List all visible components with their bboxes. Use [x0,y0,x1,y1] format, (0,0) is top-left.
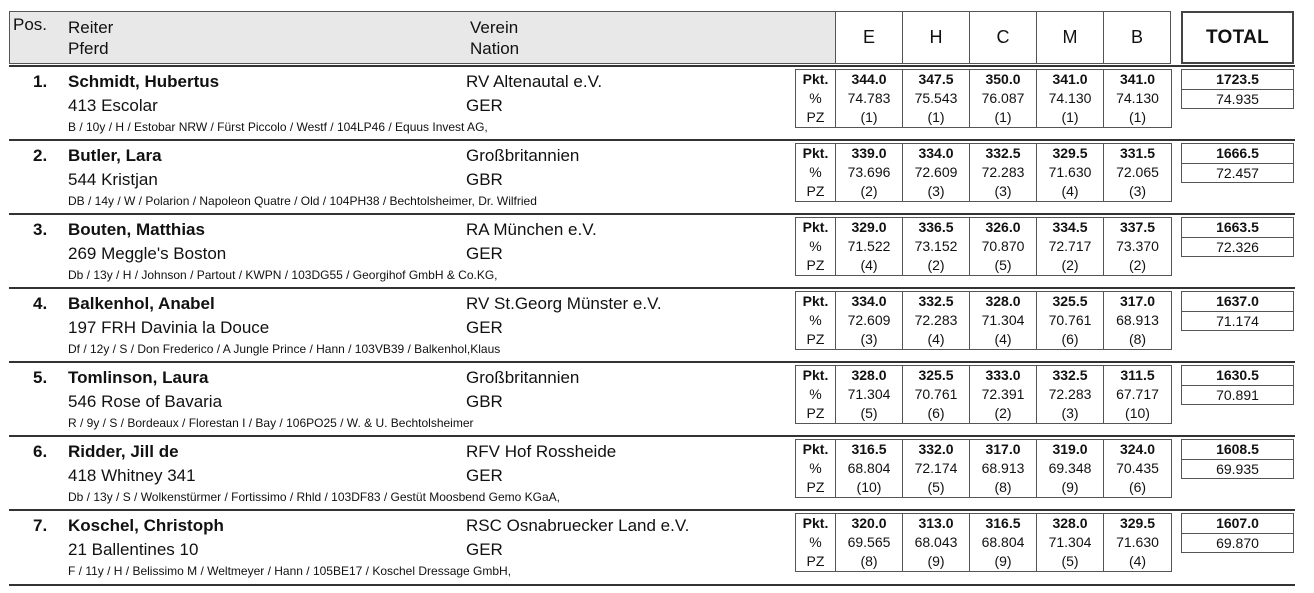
judge-percent: 71.304 [981,312,1025,328]
rider-name: Butler, Lara [68,146,162,165]
judge-percent: 68.913 [981,460,1025,476]
placing-label: PZ [806,109,825,125]
judge-score-column [903,70,970,127]
judge-score-column [836,70,903,127]
judge-percent: 71.304 [1048,534,1092,550]
row-divider [9,213,1295,215]
position: 7. [33,516,48,535]
position: 5. [33,368,48,387]
judge-score-column [1104,292,1171,349]
judge-scores [795,217,1172,276]
judge-points: 325.5 [918,367,954,383]
judge-points: 339.0 [851,145,887,161]
total-score [1181,291,1294,331]
judge-placing: (5) [860,405,878,421]
judge-score-column [836,366,903,423]
club-name: RA München e.V. [466,220,597,239]
club-name: RV Altenautal e.V. [466,72,603,91]
row-divider [9,361,1295,363]
judge-points: 332.0 [918,441,954,457]
points-label: Pkt. [802,293,829,309]
total-percent: 69.935 [1216,461,1259,477]
judge-score-column [1104,440,1171,497]
judge-score-column [1037,366,1104,423]
judge-score-column [1037,514,1104,571]
bottom-divider [9,584,1295,586]
rider-header: Reiter [68,18,114,37]
total-percent: 70.891 [1216,387,1259,403]
judge-scores [795,291,1172,350]
judge-placing: (2) [860,183,878,199]
judge-score-column [836,144,903,201]
club-header: Verein [470,18,519,37]
rider-name: Balkenhol, Anabel [68,294,215,313]
judge-percent: 72.283 [914,312,958,328]
judge-placing: (5) [927,479,945,495]
points-label: Pkt. [802,367,829,383]
judge-score-column [1037,440,1104,497]
points-label: Pkt. [802,219,829,235]
pos-header: Pos. [13,15,48,34]
judge-percent: 68.913 [1116,312,1159,328]
score-row-labels [796,440,836,497]
judge-percent: 70.761 [1048,312,1092,328]
position: 4. [33,294,48,313]
percent-label: % [809,238,822,254]
rider-name: Ridder, Jill de [68,442,179,461]
judge-score-column [903,366,970,423]
points-label: Pkt. [802,71,829,87]
total-header: TOTAL [1181,11,1294,64]
judge-placing: (8) [1128,331,1147,347]
judge-percent: 72.283 [1048,386,1092,402]
percent-label: % [809,460,822,476]
judge-score-column [1104,144,1171,201]
judge-points: 328.0 [1052,515,1088,531]
total-percent: 74.935 [1216,91,1259,107]
rider-name: Bouten, Matthias [68,220,205,239]
judge-header-m: M [1037,11,1104,64]
results-header [9,11,1295,64]
judge-placing: (5) [994,257,1012,273]
judge-points: 347.5 [918,71,954,87]
judge-placing: (6) [1061,331,1079,347]
total-percent: 72.457 [1216,165,1259,181]
total-points: 1666.5 [1216,145,1259,161]
judge-placing: (9) [927,553,945,569]
judge-percent: 69.348 [1048,460,1092,476]
judge-points: 341.0 [1119,71,1156,87]
judge-placing: (9) [1061,479,1079,495]
judge-points: 329.0 [851,219,887,235]
judge-score-column [1037,70,1104,127]
score-row-labels [796,366,836,423]
judge-points: 328.0 [851,367,887,383]
judge-header-e: E [836,11,903,64]
placing-label: PZ [806,405,825,421]
result-row [9,361,1295,435]
judge-placing: (5) [1061,553,1079,569]
judge-header-h: H [903,11,970,64]
horse-name: 269 Meggle's Boston [68,244,227,263]
total-score [1181,217,1294,257]
horse-details: R / 9y / S / Bordeaux / Florestan I / Bay / 106PO25 / W. & U. Bechtolsheimer [68,416,474,430]
judge-points: 332.5 [1052,367,1088,383]
judge-header-c: C [970,11,1037,64]
judge-points: 337.5 [1119,219,1156,235]
horse-details: Db / 13y / S / Wolkenstürmer / Fortissimo / Rhld / 103DF83 / Gestüt Moosbend Gemo KGaA, [68,490,560,504]
judge-points: 334.0 [851,293,887,309]
club-name: Großbritannien [466,368,580,387]
judge-score-column [1104,70,1171,127]
judge-placing: (1) [994,109,1012,125]
judge-placing: (3) [927,183,945,199]
judge-points: 329.5 [1052,145,1088,161]
judge-placing: (1) [1128,109,1147,125]
judge-placing: (9) [994,553,1012,569]
result-row [9,139,1295,213]
judge-scores [795,513,1172,572]
judge-points: 336.5 [918,219,954,235]
judge-score-column [970,292,1037,349]
judge-points: 317.0 [1119,293,1156,309]
nation-code: GBR [466,392,503,411]
horse-name: 21 Ballentines 10 [68,540,199,559]
result-row [9,435,1295,509]
judge-percent: 72.717 [1048,238,1092,254]
judge-points: 317.0 [985,441,1021,457]
total-points: 1723.5 [1216,71,1259,87]
judge-percent: 72.609 [847,312,891,328]
result-row [9,65,1295,139]
judge-placing: (3) [994,183,1012,199]
judge-percent: 71.630 [1116,534,1159,550]
result-row [9,213,1295,287]
judge-placing: (6) [927,405,945,421]
judge-percent: 72.174 [914,460,958,476]
horse-details: B / 10y / H / Estobar NRW / Fürst Piccolo / Westf / 104LP46 / Equus Invest AG, [68,120,488,134]
judge-score-column [1037,218,1104,275]
judge-score-column [903,218,970,275]
horse-details: Db / 13y / H / Johnson / Partout / KWPN / 103DG55 / Georgihof GmbH & Co.KG, [68,268,498,282]
total-percent: 72.326 [1216,239,1259,255]
total-points: 1607.0 [1216,515,1259,531]
judge-score-column [1037,292,1104,349]
judge-score-column [1104,514,1171,571]
judge-points: 332.5 [985,145,1021,161]
position: 6. [33,442,48,461]
judge-scores [795,69,1172,128]
horse-name: 413 Escolar [68,96,158,115]
total-points: 1663.5 [1216,219,1259,235]
percent-label: % [809,90,822,106]
judge-placing: (4) [860,257,878,273]
judge-percent: 69.565 [847,534,891,550]
judge-points: 329.5 [1119,515,1156,531]
total-percent: 71.174 [1216,313,1259,329]
judge-score-column [1104,366,1171,423]
total-points: 1630.5 [1216,367,1259,383]
judge-percent: 74.130 [1048,90,1092,106]
judge-percent: 68.804 [847,460,891,476]
judge-placing: (4) [1128,553,1147,569]
judge-percent: 70.870 [981,238,1025,254]
judge-points: 344.0 [851,71,887,87]
judge-score-column [903,144,970,201]
row-divider [9,139,1295,141]
points-label: Pkt. [802,441,829,457]
judge-points: 319.0 [1052,441,1088,457]
horse-details: Df / 12y / S / Don Frederico / A Jungle Prince / Hann / 103VB39 / Balkenhol,Klaus [68,342,501,356]
judge-percent: 68.043 [914,534,958,550]
judge-score-column [970,366,1037,423]
judge-scores [795,439,1172,498]
horse-name: 197 FRH Davinia la Douce [68,318,270,337]
judge-percent: 72.609 [914,164,958,180]
total-score [1181,439,1294,479]
position: 2. [33,146,48,165]
judge-percent: 72.391 [981,386,1025,402]
total-points: 1637.0 [1216,293,1259,309]
judge-points: 316.5 [985,515,1021,531]
judge-percent: 71.304 [847,386,891,402]
judge-placing: (4) [927,331,945,347]
judge-points: 332.5 [918,293,954,309]
judge-percent: 74.783 [847,90,891,106]
judge-percent: 70.435 [1116,460,1159,476]
nation-header: Nation [470,39,520,58]
total-score [1181,513,1294,553]
placing-label: PZ [806,479,825,495]
result-row [9,287,1295,361]
judge-score-column [903,514,970,571]
judges-header [835,11,1171,64]
judge-scores [795,143,1172,202]
points-label: Pkt. [802,515,829,531]
rider-name: Schmidt, Hubertus [68,72,220,91]
judge-placing: (8) [994,479,1012,495]
result-row [9,509,1295,583]
judge-placing: (2) [927,257,945,273]
total-score [1181,143,1294,183]
judge-percent: 75.543 [914,90,958,106]
judge-placing: (2) [1061,257,1079,273]
judge-points: 350.0 [985,71,1021,87]
placing-label: PZ [806,183,825,199]
percent-label: % [809,164,822,180]
judge-placing: (4) [994,331,1012,347]
judge-placing: (10) [856,479,882,495]
judge-points: 331.5 [1119,145,1156,161]
row-divider [9,287,1295,289]
horse-name: 418 Whitney 341 [68,466,196,485]
judge-scores [795,365,1172,424]
judge-placing: (3) [1061,405,1079,421]
judge-score-column [970,218,1037,275]
judge-percent: 68.804 [981,534,1025,550]
judge-placing: (10) [1125,405,1150,421]
total-percent: 69.870 [1216,535,1259,551]
nation-code: GER [466,540,503,559]
judge-placing: (6) [1128,479,1147,495]
judge-percent: 74.130 [1116,90,1159,106]
judge-score-column [836,514,903,571]
judge-points: 324.0 [1119,441,1156,457]
judge-points: 328.0 [985,293,1021,309]
judge-percent: 73.696 [847,164,891,180]
judge-percent: 71.630 [1048,164,1092,180]
judge-score-column [970,440,1037,497]
judge-placing: (1) [1061,109,1079,125]
nation-code: GER [466,318,503,337]
judge-placing: (3) [1128,183,1147,199]
judge-percent: 71.522 [847,238,891,254]
score-row-labels [796,514,836,571]
total-score [1181,69,1294,109]
judge-placing: (1) [860,109,878,125]
judge-percent: 72.065 [1116,164,1159,180]
judge-placing: (3) [860,331,878,347]
judge-percent: 76.087 [981,90,1025,106]
judge-score-column [836,218,903,275]
judge-score-column [1104,218,1171,275]
placing-label: PZ [806,553,825,569]
nation-code: GBR [466,170,503,189]
judge-percent: 72.283 [981,164,1025,180]
judge-percent: 73.152 [914,238,958,254]
judge-points: 341.0 [1052,71,1088,87]
judge-percent: 70.761 [914,386,958,402]
points-label: Pkt. [802,145,829,161]
position: 1. [33,72,48,91]
judge-percent: 67.717 [1116,386,1159,402]
nation-code: GER [466,96,503,115]
score-row-labels [796,218,836,275]
judge-score-column [836,292,903,349]
club-name: RSC Osnabruecker Land e.V. [466,516,690,535]
percent-label: % [809,386,822,402]
total-points: 1608.5 [1216,441,1259,457]
nation-code: GER [466,244,503,263]
judge-placing: (4) [1061,183,1079,199]
judge-placing: (8) [860,553,878,569]
judge-score-column [903,292,970,349]
horse-name: 546 Rose of Bavaria [68,392,223,411]
horse-header: Pferd [68,39,109,58]
judge-score-column [970,144,1037,201]
placing-label: PZ [806,257,825,273]
row-divider [9,435,1295,437]
judge-placing: (1) [927,109,945,125]
judge-points: 313.0 [918,515,954,531]
total-score [1181,365,1294,405]
judge-score-column [903,440,970,497]
rider-name: Tomlinson, Laura [68,368,209,387]
score-row-labels [796,144,836,201]
judge-points: 320.0 [851,515,887,531]
placing-label: PZ [806,331,825,347]
judge-placing: (2) [994,405,1012,421]
club-name: RV St.Georg Münster e.V. [466,294,662,313]
judge-score-column [970,70,1037,127]
judge-percent: 73.370 [1116,238,1159,254]
club-name: Großbritannien [466,146,580,165]
judge-points: 326.0 [985,219,1021,235]
judge-score-column [1037,144,1104,201]
score-row-labels [796,70,836,127]
judge-points: 311.5 [1120,367,1155,383]
judge-score-column [836,440,903,497]
nation-code: GER [466,466,503,485]
row-divider [9,509,1295,511]
horse-name: 544 Kristjan [68,170,158,189]
percent-label: % [809,534,822,550]
row-divider [9,65,1295,67]
judge-points: 316.5 [851,441,887,457]
judge-points: 333.0 [985,367,1021,383]
club-name: RFV Hof Rossheide [466,442,617,461]
horse-details: DB / 14y / W / Polarion / Napoleon Quatre / Old / 104PH38 / Bechtolsheimer, Dr. Wilfried [68,194,537,208]
judge-points: 325.5 [1052,293,1088,309]
judge-placing: (2) [1128,257,1147,273]
judge-score-column [970,514,1037,571]
judge-points: 334.0 [918,145,954,161]
position: 3. [33,220,48,239]
rider-name: Koschel, Christoph [68,516,224,535]
judge-points: 334.5 [1052,219,1088,235]
horse-details: F / 11y / H / Belissimo M / Weltmeyer / Hann / 105BE17 / Koschel Dressage GmbH, [68,564,512,578]
judge-header-b: B [1104,11,1171,64]
percent-label: % [809,312,822,328]
score-row-labels [796,292,836,349]
